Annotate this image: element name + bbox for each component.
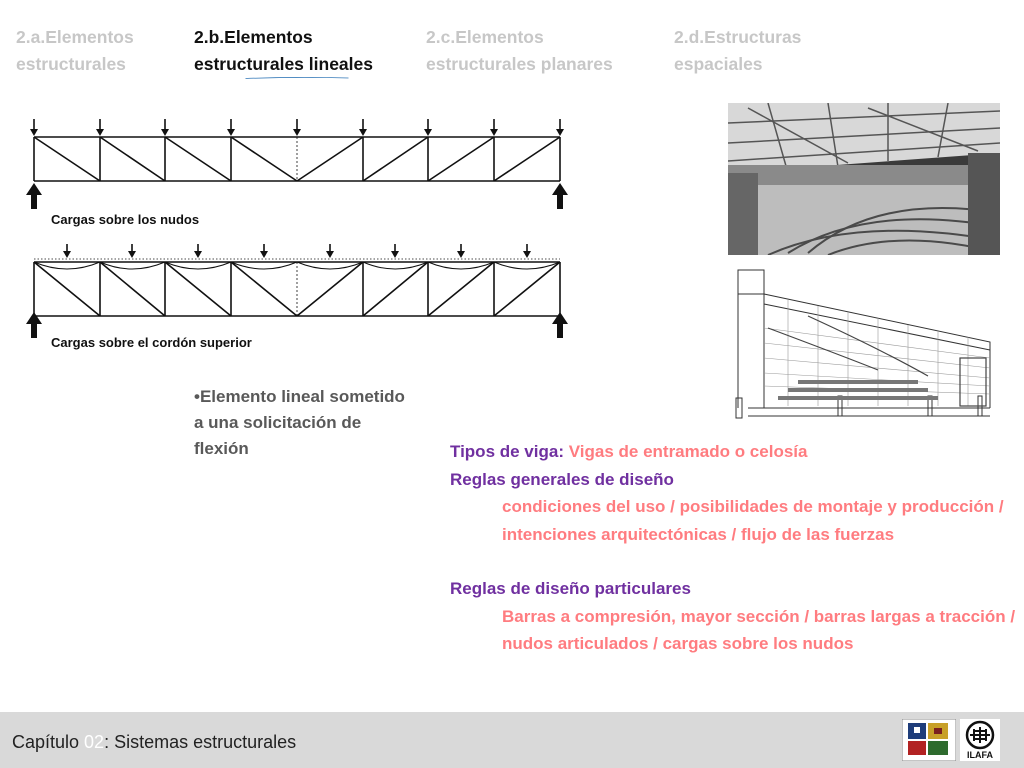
- truss-diagram-top-chord: [22, 240, 582, 340]
- tab-label-line1: 2.c.Elementos: [426, 27, 544, 47]
- tab-label-line1: 2.d.Estructuras: [674, 27, 802, 47]
- reglas-particulares-heading: Reglas de diseño particulares: [450, 579, 691, 598]
- content-text: [450, 438, 1020, 658]
- tab-label-line2: estructurales planares: [426, 54, 613, 74]
- tipos-label: Tipos de viga:: [450, 442, 564, 461]
- truss1-caption: Cargas sobre los nudos: [51, 212, 200, 227]
- university-logo: [902, 719, 956, 761]
- truss2-caption: Cargas sobre el cordón superior: [51, 335, 252, 350]
- tab-label-line2: estructurales lineales: [194, 54, 373, 74]
- tab-elementos-estructurales[interactable]: [16, 24, 134, 78]
- footer-suffix: : Sistemas estructurales: [104, 732, 297, 752]
- footer-prefix: Capítulo: [12, 732, 85, 752]
- bullet-text: •Elemento lineal sometido a una solicitación de flexión: [194, 387, 405, 458]
- tipos-de-viga-line: [450, 438, 1020, 466]
- footer-chapter-number: 02: [84, 732, 105, 752]
- spacer: [450, 548, 1020, 575]
- ilafa-logo: [960, 719, 1000, 761]
- truss-diagram-nodes: [22, 115, 582, 215]
- tab-estructuras-espaciales[interactable]: [674, 24, 801, 78]
- interior-photo: [728, 103, 1000, 255]
- footer-chapter: [12, 732, 296, 753]
- tab-label-line2: estructurales: [16, 54, 126, 74]
- reglas-generales-text: condiciones del uso / posibilidades de montaje y producción / intenciones arquitectónicas / flujo de las fuerzas: [502, 497, 1004, 544]
- tab-label-line2: espaciales: [674, 54, 763, 74]
- ilafa-logo-label: ILAFA: [967, 750, 993, 760]
- tab-elementos-planares[interactable]: [426, 24, 613, 78]
- tipos-value: Vigas de entramado o celosía: [568, 442, 808, 461]
- reglas-particulares-text: Barras a compresión, mayor sección / barras largas a tracción / nudos articulados / cargas sobre los nudos: [502, 606, 1016, 653]
- tab-label-line1: 2.b.Elementos: [194, 27, 313, 47]
- reglas-generales-heading: Reglas generales de diseño: [450, 469, 674, 489]
- active-tab-underline: [194, 77, 400, 79]
- tab-label-line1: 2.a.Elementos: [16, 27, 134, 47]
- tab-elementos-lineales[interactable]: [194, 24, 373, 78]
- section-drawing: [728, 268, 1000, 424]
